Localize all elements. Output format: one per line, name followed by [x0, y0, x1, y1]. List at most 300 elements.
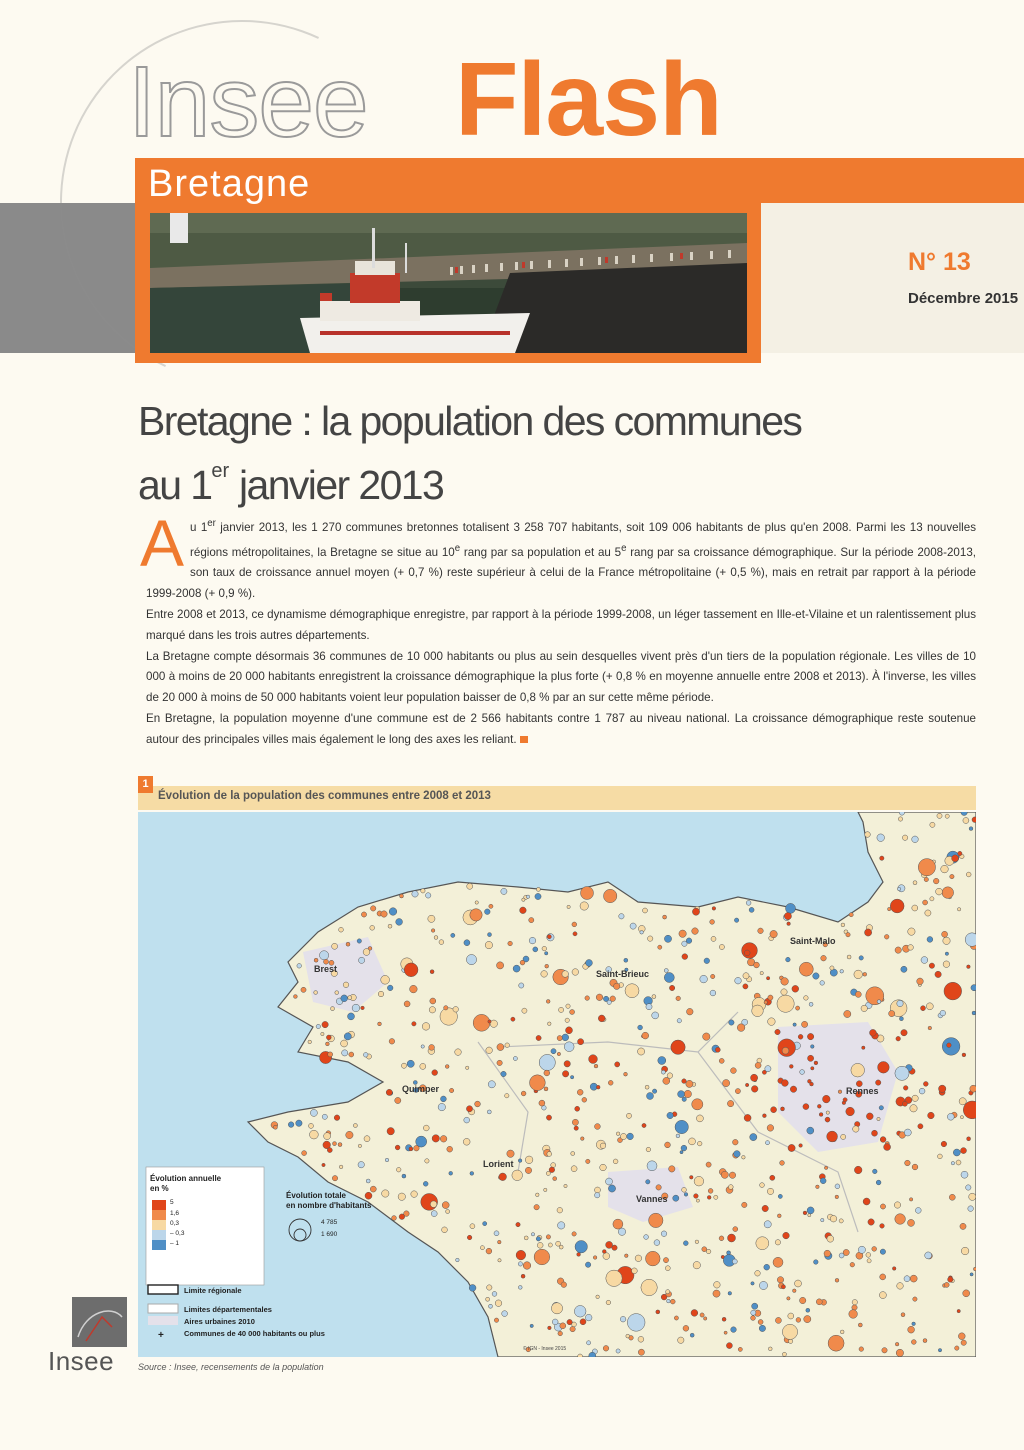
commune-symbol [702, 1247, 707, 1252]
commune-symbol [667, 1073, 673, 1079]
commune-symbol [782, 1324, 797, 1339]
commune-symbol [936, 888, 943, 895]
paragraph-4 [146, 709, 976, 751]
commune-symbol [378, 991, 384, 997]
commune-symbol [889, 1011, 895, 1017]
commune-symbol [334, 1115, 340, 1121]
commune-symbol [901, 1030, 907, 1036]
commune-symbol [486, 1047, 493, 1054]
commune-symbol [566, 1027, 573, 1034]
commune-symbol [905, 1160, 911, 1166]
commune-symbol [865, 832, 871, 838]
commune-symbol [363, 1053, 368, 1058]
commune-symbol [784, 913, 791, 920]
commune-symbol [378, 1022, 382, 1026]
commune-symbol [646, 1251, 661, 1266]
commune-symbol [758, 1320, 763, 1325]
commune-symbol [811, 1067, 814, 1070]
commune-symbol [722, 1317, 726, 1321]
legend-swatch-1 [152, 1200, 166, 1210]
cover-photo-harbour [150, 213, 747, 353]
legend-break-4: – 0,3 [170, 1230, 185, 1237]
commune-symbol [522, 1008, 527, 1013]
commune-symbol [727, 1100, 733, 1106]
commune-symbol [578, 1354, 583, 1357]
paragraph-3: La Bretagne compte désormais 36 communes de 10 000 habitants ou plus au sein desquelles vivent près d'un tiers de la population régionale. Les villes de 10 000 à moins de 20 000 habitants enregistrent la croissance démographique la plus forte (+ 0,8 % en moyenne annuelle entre 2008 et 2013). À l'inverse, les villes de 20 000 à moins de 50 000 habitants voient leur population baisser de 0,8 % par an sur cette même période. [146, 649, 976, 705]
commune-symbol [682, 1187, 687, 1192]
city-label-lorient: Lorient [483, 1159, 514, 1169]
paragraph-2: Entre 2008 et 2013, ce dynamisme démographique enregistre, par rapport à la période 1999-2008, un léger tassement en Ille-et-Vilaine et un ralentissement plus marqué dans les trois autres départements. [146, 607, 976, 642]
commune-symbol [404, 1001, 410, 1007]
paragraph-1-sup2: e [454, 542, 461, 554]
commune-symbol [918, 859, 935, 876]
commune-symbol [536, 1237, 540, 1241]
legend-departmental-limit-symbol [148, 1304, 178, 1313]
commune-symbol [520, 960, 525, 965]
commune-symbol [587, 1341, 591, 1345]
commune-symbol [626, 1334, 630, 1338]
commune-symbol [616, 1132, 620, 1136]
commune-symbol [608, 1185, 615, 1192]
commune-symbol [511, 1017, 515, 1021]
commune-symbol [970, 1085, 976, 1092]
commune-symbol [682, 1097, 686, 1101]
commune-symbol [895, 1066, 909, 1080]
commune-symbol [663, 1258, 668, 1263]
commune-symbol [704, 1317, 707, 1320]
commune-symbol [387, 1128, 394, 1135]
commune-symbol [744, 1114, 751, 1121]
commune-symbol [866, 987, 884, 1005]
commune-symbol [935, 971, 941, 977]
commune-symbol [942, 931, 948, 937]
commune-symbol [322, 1021, 328, 1027]
commune-symbol [704, 958, 710, 964]
paragraph-1-part-b: janvier 2013, les 1 270 communes bretonnes totalisent 3 258 707 habitants, soit 109 006 habitants de plus qu'en 2008. Parmi les 13 nouvelles régions métropolitaines, la Bretagne se situe au 10 [190, 520, 976, 559]
commune-symbol [691, 1310, 698, 1317]
commune-symbol [669, 1166, 675, 1172]
commune-symbol [786, 903, 796, 913]
commune-symbol [767, 1125, 774, 1132]
commune-symbol [788, 1313, 794, 1319]
commune-symbol [557, 1207, 563, 1213]
commune-symbol [867, 1259, 871, 1263]
commune-symbol [326, 1042, 330, 1046]
commune-symbol [595, 1124, 601, 1130]
commune-symbol [581, 1137, 585, 1141]
commune-symbol [967, 965, 971, 969]
commune-symbol [879, 1106, 883, 1110]
commune-symbol [608, 1080, 613, 1085]
commune-symbol [775, 1240, 780, 1245]
commune-symbol [432, 1135, 439, 1142]
commune-symbol [663, 1077, 670, 1084]
commune-symbol [735, 1089, 740, 1094]
commune-symbol [926, 1003, 933, 1010]
commune-symbol [570, 1010, 575, 1015]
commune-symbol [595, 1187, 601, 1193]
commune-symbol [574, 1126, 578, 1130]
commune-symbol [401, 1063, 406, 1068]
commune-symbol [849, 913, 853, 917]
commune-symbol [793, 1289, 797, 1293]
commune-symbol [806, 1308, 810, 1312]
commune-symbol [536, 887, 540, 891]
commune-symbol [759, 1325, 765, 1331]
commune-symbol [632, 1268, 638, 1274]
commune-symbol [729, 1020, 734, 1025]
commune-symbol [799, 1144, 803, 1148]
commune-symbol [902, 835, 907, 840]
commune-symbol [910, 1105, 917, 1112]
commune-symbol [658, 1057, 666, 1065]
commune-symbol [600, 1164, 607, 1171]
legend-big-communes: Communes de 40 000 habitants ou plus [184, 1329, 325, 1338]
logo-flash: Flash [455, 42, 722, 158]
commune-symbol [430, 970, 434, 974]
commune-symbol [789, 1065, 793, 1069]
commune-symbol [800, 1297, 806, 1303]
commune-symbol [897, 887, 900, 890]
commune-symbol [843, 1098, 847, 1102]
commune-symbol [661, 1070, 665, 1074]
commune-symbol [901, 1313, 905, 1317]
commune-symbol [522, 898, 525, 901]
commune-symbol [539, 1054, 555, 1070]
commune-symbol [498, 1240, 502, 1244]
commune-symbol [803, 1211, 807, 1215]
commune-symbol [945, 952, 948, 955]
commune-symbol [642, 1123, 646, 1127]
commune-symbol [521, 1091, 526, 1096]
commune-symbol [913, 1297, 917, 1301]
city-label-brest: Brest [314, 964, 338, 974]
commune-symbol [684, 1193, 688, 1197]
commune-symbol [498, 1259, 501, 1262]
commune-symbol [835, 1278, 839, 1282]
commune-symbol [872, 1130, 878, 1136]
commune-symbol [839, 1219, 843, 1223]
legend-break-3: 0,3 [170, 1220, 180, 1227]
issue-number: N° 13 [908, 248, 971, 276]
commune-symbol [547, 935, 551, 939]
commune-symbol [566, 1004, 570, 1008]
commune-symbol [624, 1072, 628, 1076]
commune-symbol [944, 982, 962, 1000]
commune-symbol [868, 1219, 874, 1225]
commune-symbol [470, 909, 482, 921]
commune-symbol [530, 1075, 546, 1091]
commune-symbol [596, 1295, 600, 1299]
commune-symbol [694, 1176, 704, 1186]
commune-symbol [767, 1188, 773, 1194]
commune-symbol [647, 1093, 654, 1100]
commune-symbol [614, 983, 620, 989]
commune-symbol [288, 1122, 294, 1128]
city-label-rennes: Rennes [846, 1086, 879, 1096]
commune-symbol [641, 1279, 657, 1295]
commune-symbol [872, 1247, 877, 1252]
commune-symbol [807, 1033, 813, 1039]
commune-symbol [826, 1111, 829, 1114]
commune-symbol [343, 982, 349, 988]
commune-symbol [643, 908, 648, 913]
commune-symbol [923, 900, 928, 905]
commune-symbol [595, 1193, 600, 1198]
commune-symbol [844, 1010, 851, 1017]
issue-panel [760, 203, 1024, 353]
commune-symbol [320, 951, 329, 960]
commune-symbol [560, 1323, 566, 1329]
commune-symbol [714, 1195, 718, 1199]
commune-symbol [366, 1179, 370, 1183]
legend-departmental-limits: Limites départementales [184, 1305, 272, 1314]
commune-symbol [814, 1260, 819, 1265]
commune-symbol [395, 1145, 400, 1150]
commune-symbol [642, 1032, 649, 1039]
commune-symbol [342, 1050, 348, 1056]
commune-symbol [638, 1336, 644, 1342]
commune-symbol [948, 1277, 953, 1282]
commune-symbol [519, 983, 524, 988]
commune-symbol [518, 1159, 522, 1163]
article-title-line1: Bretagne : la population des communes [138, 398, 802, 444]
commune-symbol [585, 1262, 590, 1267]
commune-symbol [594, 1064, 598, 1068]
commune-symbol [850, 1262, 855, 1267]
commune-symbol [770, 930, 777, 937]
commune-symbol [958, 851, 962, 855]
commune-symbol [912, 1322, 916, 1326]
commune-symbol [412, 891, 418, 897]
commune-symbol [294, 995, 298, 999]
commune-symbol [455, 1049, 462, 1056]
commune-symbol [692, 928, 699, 935]
commune-symbol [531, 1233, 534, 1236]
commune-symbol [589, 1352, 596, 1357]
commune-symbol [799, 962, 813, 976]
paragraph-1-part-c: rang par sa population et au 5 [460, 545, 622, 559]
commune-symbol [536, 1035, 541, 1040]
commune-symbol [388, 924, 392, 928]
commune-symbol [557, 1052, 560, 1055]
region-label: Bretagne [148, 163, 311, 205]
commune-symbol [586, 1159, 590, 1163]
commune-symbol [859, 1347, 864, 1352]
commune-symbol [961, 1247, 969, 1255]
commune-symbol [545, 952, 548, 955]
commune-symbol [467, 1235, 472, 1240]
commune-symbol [866, 1113, 873, 1120]
commune-symbol [466, 1106, 472, 1112]
commune-symbol [470, 1224, 475, 1229]
commune-symbol [912, 836, 919, 843]
commune-symbol [682, 1079, 687, 1084]
commune-symbol [456, 1258, 460, 1262]
commune-symbol [866, 1253, 871, 1258]
figure-source: Source : Insee, recensements de la population [138, 1362, 324, 1372]
commune-symbol [921, 957, 928, 964]
commune-symbol [489, 1304, 493, 1308]
commune-symbol [664, 935, 671, 942]
commune-symbol [487, 1110, 491, 1114]
commune-symbol [690, 1333, 694, 1337]
commune-symbol [564, 1061, 570, 1067]
article-title-line2-post: janvier 2013 [229, 462, 444, 508]
commune-symbol [895, 1214, 906, 1225]
city-label-quimper: Quimper [402, 1084, 440, 1094]
commune-symbol [759, 1281, 767, 1289]
commune-symbol [896, 1349, 903, 1356]
commune-symbol [873, 1169, 878, 1174]
commune-symbol [603, 1253, 610, 1260]
commune-symbol [358, 1144, 361, 1147]
commune-symbol [729, 1172, 735, 1178]
commune-symbol [398, 1193, 405, 1200]
commune-symbol [897, 1283, 904, 1290]
commune-symbol [796, 1006, 800, 1010]
commune-symbol [781, 978, 789, 986]
commune-symbol [903, 1086, 908, 1091]
commune-symbol [520, 907, 527, 914]
commune-symbol [626, 1113, 631, 1118]
commune-symbol [696, 1199, 699, 1202]
commune-symbol [613, 1159, 618, 1164]
commune-symbol [880, 1249, 885, 1254]
commune-symbol [719, 1236, 724, 1241]
commune-symbol [830, 966, 834, 970]
commune-symbol [665, 1142, 671, 1148]
commune-symbol [585, 996, 590, 1001]
commune-symbol [352, 1004, 360, 1012]
commune-symbol [681, 1145, 687, 1151]
commune-symbol [782, 1080, 789, 1087]
commune-symbol [754, 962, 760, 968]
commune-symbol [349, 1052, 354, 1057]
commune-symbol [768, 1018, 776, 1026]
commune-symbol [613, 1219, 623, 1229]
commune-symbol [562, 1034, 569, 1041]
commune-symbol [706, 1162, 711, 1167]
commune-symbol [787, 922, 791, 926]
commune-symbol [732, 1259, 737, 1264]
commune-symbol [663, 915, 667, 919]
commune-symbol [324, 1133, 331, 1140]
commune-symbol [816, 1185, 820, 1189]
commune-symbol [572, 1119, 578, 1125]
commune-symbol [546, 1235, 550, 1239]
commune-symbol [598, 1015, 605, 1022]
commune-symbol [649, 1213, 663, 1227]
commune-symbol [512, 1170, 523, 1181]
commune-symbol [585, 1314, 592, 1321]
commune-symbol [502, 1311, 508, 1317]
commune-symbol [310, 1109, 317, 1116]
commune-symbol [654, 1240, 660, 1246]
commune-symbol [841, 923, 845, 927]
commune-symbol [332, 1176, 337, 1181]
commune-symbol [865, 929, 872, 936]
commune-symbol [877, 1117, 880, 1120]
commune-symbol [963, 1290, 970, 1297]
commune-symbol [346, 942, 350, 946]
commune-symbol [348, 1013, 355, 1020]
commune-symbol [708, 1189, 713, 1194]
commune-symbol [904, 1129, 911, 1136]
commune-symbol [766, 977, 769, 980]
commune-symbol [556, 1241, 561, 1246]
commune-symbol [743, 973, 749, 979]
commune-symbol [807, 1207, 814, 1214]
commune-symbol [646, 1147, 651, 1152]
commune-symbol [846, 933, 850, 937]
commune-symbol [917, 978, 924, 985]
commune-symbol [692, 1099, 703, 1110]
commune-symbol [567, 1319, 572, 1324]
commune-symbol [678, 1337, 684, 1343]
commune-symbol [737, 1024, 745, 1032]
commune-symbol [813, 973, 819, 979]
commune-symbol [731, 1327, 737, 1333]
commune-symbol [808, 1079, 812, 1083]
commune-symbol [497, 962, 504, 969]
commune-symbol [552, 1319, 558, 1325]
commune-symbol [487, 1285, 492, 1290]
commune-symbol [824, 1250, 831, 1257]
commune-symbol [409, 1147, 413, 1151]
commune-symbol [960, 1223, 966, 1229]
commune-symbol [567, 905, 570, 908]
commune-symbol [912, 1164, 918, 1170]
commune-symbol [627, 1314, 645, 1332]
commune-symbol [904, 1276, 910, 1282]
commune-symbol [407, 1060, 414, 1067]
commune-symbol [533, 947, 538, 952]
commune-symbol [466, 955, 476, 965]
commune-symbol [302, 1151, 307, 1156]
commune-symbol [750, 1134, 757, 1141]
commune-symbol [410, 985, 418, 993]
commune-symbol [957, 908, 960, 911]
commune-symbol [429, 1045, 435, 1051]
commune-symbol [847, 955, 851, 959]
commune-symbol [544, 1070, 550, 1076]
commune-symbol [690, 1176, 694, 1180]
commune-symbol [537, 1242, 543, 1248]
commune-symbol [853, 1126, 859, 1132]
commune-symbol [888, 907, 891, 910]
commune-symbol [328, 1052, 333, 1057]
commune-symbol [731, 1068, 737, 1074]
commune-symbol [953, 1149, 960, 1156]
commune-symbol [582, 1097, 587, 1102]
commune-symbol [316, 1024, 320, 1028]
commune-symbol [596, 1085, 600, 1089]
commune-symbol [968, 1206, 974, 1212]
commune-symbol [969, 1193, 976, 1200]
commune-symbol [792, 985, 799, 992]
article-body [140, 506, 976, 750]
commune-symbol [364, 1136, 370, 1142]
commune-symbol [727, 1251, 731, 1255]
commune-symbol [542, 946, 547, 951]
insee-footer-logo-mark [72, 1297, 127, 1347]
commune-symbol [396, 919, 403, 926]
commune-symbol [353, 1124, 357, 1128]
commune-symbol [901, 966, 907, 972]
commune-symbol [564, 1042, 574, 1052]
commune-symbol [308, 1040, 312, 1044]
